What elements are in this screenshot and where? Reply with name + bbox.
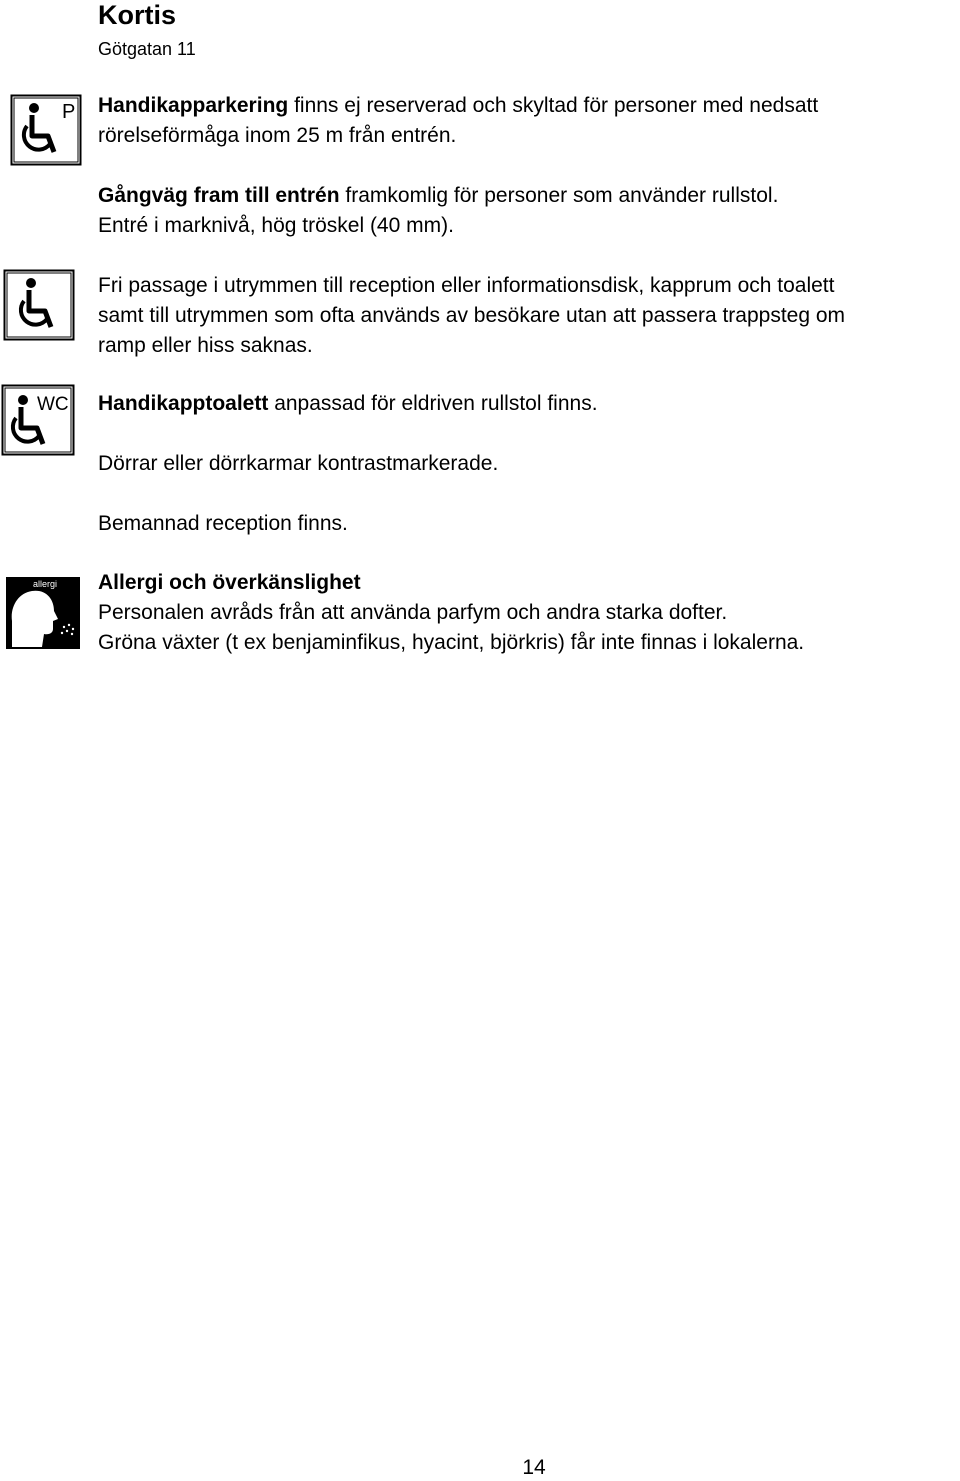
passage-paragraph bbox=[98, 271, 960, 360]
passage-line1: Fri passage i utrymmen till reception eller informationsdisk, kapprum och toalett bbox=[98, 274, 835, 297]
allergy-line2: Gröna växter (t ex benjaminfikus, hyacint, björkris) får inte finnas i lokalerna. bbox=[98, 630, 805, 654]
doors-paragraph: Dörrar eller dörrkarmar kontrastmarkerade. bbox=[98, 452, 499, 475]
reception-paragraph: Bemannad reception finns. bbox=[98, 512, 348, 535]
page-title: Kortis bbox=[98, 0, 177, 30]
allergy-line1: Personalen avråds från att använda parfym och andra starka dofter. bbox=[98, 600, 728, 624]
toilet-heading: Handikapptoalett bbox=[98, 392, 269, 415]
page-number: 14 bbox=[522, 1456, 546, 1479]
accessible-parking-icon bbox=[10, 94, 82, 166]
toilet-paragraph bbox=[98, 389, 960, 419]
parking-paragraph bbox=[98, 91, 960, 151]
allergy-heading: Allergi och överkänslighet bbox=[98, 571, 361, 594]
accessible-toilet-icon bbox=[1, 384, 75, 456]
passage-line3: ramp eller hiss saknas. bbox=[98, 333, 313, 357]
path-line2: Entré i marknivå, hög tröskel (40 mm). bbox=[98, 213, 454, 237]
address: Götgatan 11 bbox=[98, 39, 196, 59]
parking-line2: rörelseförmåga inom 25 m från entrén. bbox=[98, 123, 457, 147]
allergy-icon-label: allergi bbox=[33, 579, 58, 589]
toilet-text: anpassad för eldriven rullstol finns. bbox=[268, 392, 598, 415]
passage-line2: samt till utrymmen som ofta används av besökare utan att passera trappsteg om bbox=[98, 303, 846, 327]
wc-icon-label: WC bbox=[37, 394, 69, 415]
path-heading: Gångväg fram till entrén bbox=[98, 184, 340, 207]
allergy-paragraph bbox=[98, 568, 960, 657]
wheelchair-icon bbox=[3, 269, 75, 341]
parking-icon-label: P bbox=[62, 101, 76, 123]
parking-heading: Handikapparkering bbox=[98, 94, 289, 117]
allergy-icon bbox=[6, 577, 80, 649]
path-paragraph bbox=[98, 181, 960, 241]
parking-line1: finns ej reserverad och skyltad för personer med nedsatt bbox=[288, 94, 819, 117]
path-line1: framkomlig för personer som använder rullstol. bbox=[339, 184, 779, 207]
